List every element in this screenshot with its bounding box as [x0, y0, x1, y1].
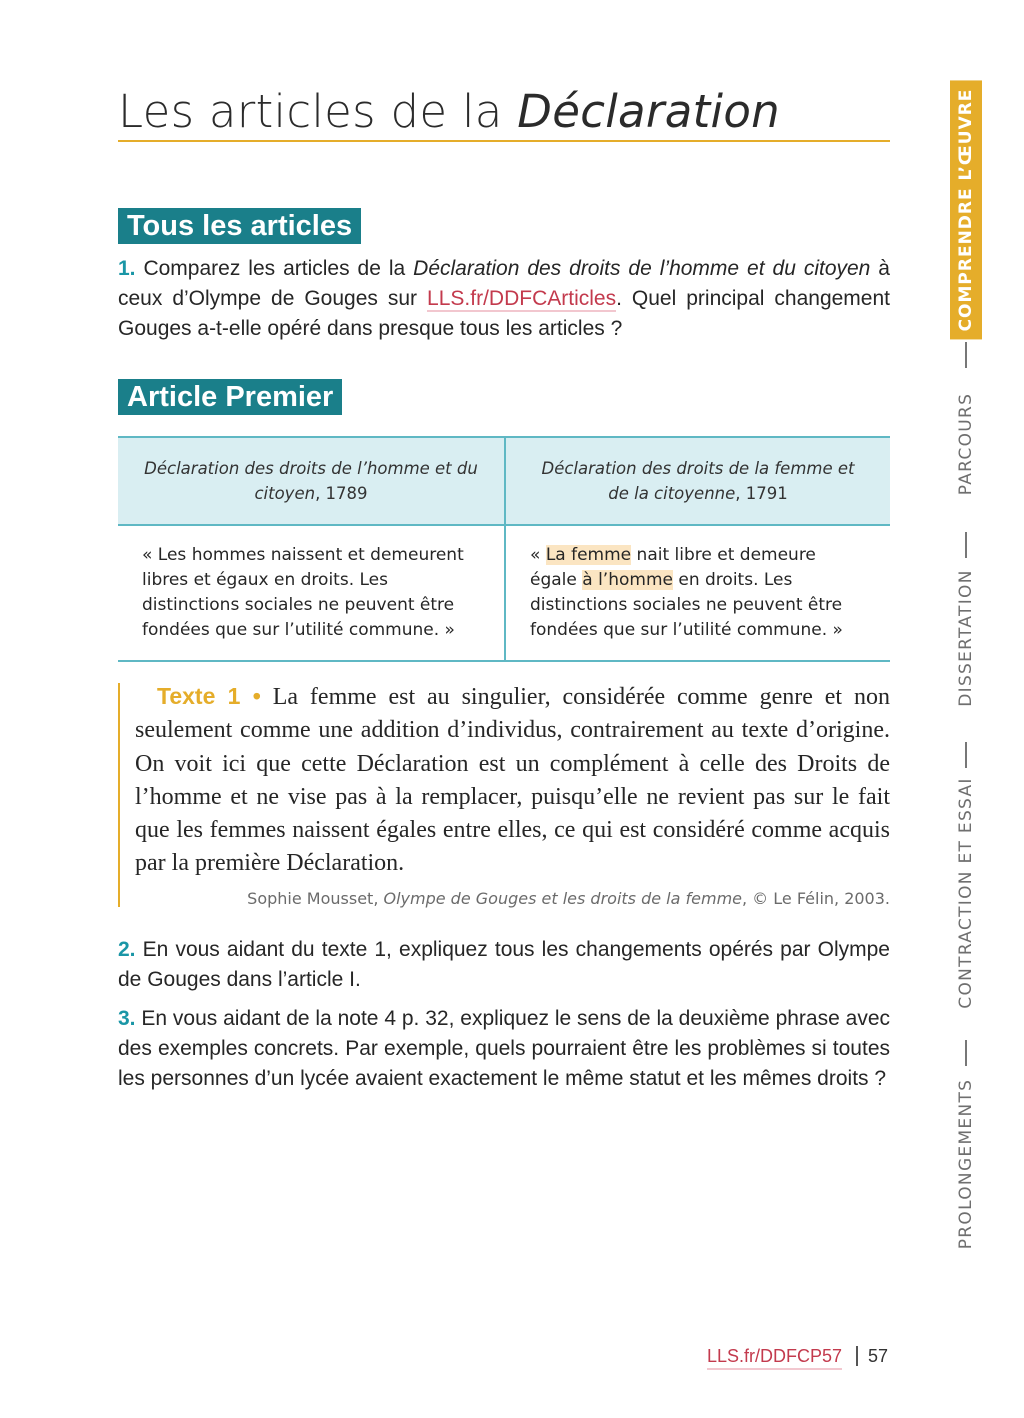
- quote-text-1: Texte 1 • La femme est au singulier, considérée comme genre et non seulement comme une addition d’individus, contrairement au texte d’origine. On voit ici que cette Déclaration est un complément à celle des Droits de l’homme et ne vise pas à la remplacer, puisqu’elle ne revient pas sur le fait que les femmes naissent égales entre elles, ce qui est considéré comme acquis par la première Déclaration.: [135, 683, 891, 877]
- sidebar-item-parcours[interactable]: PARCOURS: [956, 392, 976, 496]
- section-heading-all-articles: Tous les articles: [118, 208, 361, 244]
- footer-link[interactable]: LLS.fr/DDFCP57: [707, 1344, 842, 1370]
- chapter-sidebar: [936, 0, 996, 1418]
- page-number: 57: [868, 1346, 889, 1366]
- table-row: [118, 526, 890, 660]
- page-title: Les articles de la Déclaration: [118, 85, 780, 138]
- footer-separator: [856, 1346, 858, 1366]
- sidebar-separator: [965, 342, 967, 368]
- quote-source: Sophie Mousset, Olympe de Gouges et les droits de la femme, © Le Félin, 2003.: [247, 889, 890, 908]
- table-header-row: [118, 438, 890, 526]
- question-number: 3.: [118, 1007, 136, 1030]
- sidebar-item-dissertation[interactable]: DISSERTATION: [956, 569, 976, 707]
- table-header-right: Déclaration des droits de la femme et de la citoyenne, 1791: [504, 438, 890, 524]
- question-1: 1. Comparez les articles de la Déclaration des droits de l’homme et du citoyen à ceux d’Olympe de Gouges sur LLS.fr/DDFCArticles. Quel principal changement Gouges a-t-elle opéré dans presque tous les articles ?: [118, 257, 890, 340]
- sidebar-item-prolongements[interactable]: PROLONGEMENTS: [956, 1078, 976, 1250]
- sidebar-item-contraction-essai[interactable]: CONTRACTION ET ESSAI: [956, 777, 976, 1009]
- table-header-left: Déclaration des droits de l’homme et du citoyen, 1789: [144, 459, 478, 503]
- question-number: 2.: [118, 938, 136, 961]
- sidebar-separator: [965, 742, 967, 768]
- articles-link[interactable]: LLS.fr/DDFCArticles: [427, 287, 617, 310]
- question-3: 3. En vous aidant de la note 4 p. 32, expliquez le sens de la deuxième phrase avec des exemples concrets. Par exemple, quels pourraient être les problèmes si toutes les personnes d’un lycée avaient exactement le même statut et les mêmes droits ?: [118, 1007, 890, 1090]
- sidebar-separator: [965, 1040, 967, 1066]
- title-underline: [118, 140, 890, 142]
- question-2: 2. En vous aidant du texte 1, expliquez tous les changements opérés par Olympe de Gouges dans l’article I.: [118, 938, 890, 991]
- highlight-la-femme: La femme: [545, 545, 632, 565]
- highlight-a-l-homme: à l’homme: [582, 570, 673, 590]
- comparison-table: [118, 436, 890, 662]
- quote-accent-bar: [118, 683, 120, 907]
- question-number: 1.: [118, 257, 136, 280]
- sidebar-separator: [965, 532, 967, 558]
- table-cell-left: « Les hommes naissent et demeurent libres et égaux en droits. Les distinctions sociales ne peuvent être fondées que sur l’utilité commune. »: [142, 545, 464, 640]
- section-heading-article-premier: Article Premier: [118, 379, 342, 415]
- sidebar-item-comprendre-oeuvre[interactable]: COMPRENDRE L’ŒUVRE: [950, 81, 982, 340]
- quote-label: Texte 1 •: [157, 683, 261, 709]
- table-cell-right: « La femme nait libre et demeure égale à l’homme en droits. Les distinctions sociales ne peuvent être fondées que sur l’utilité commune. »: [504, 526, 890, 660]
